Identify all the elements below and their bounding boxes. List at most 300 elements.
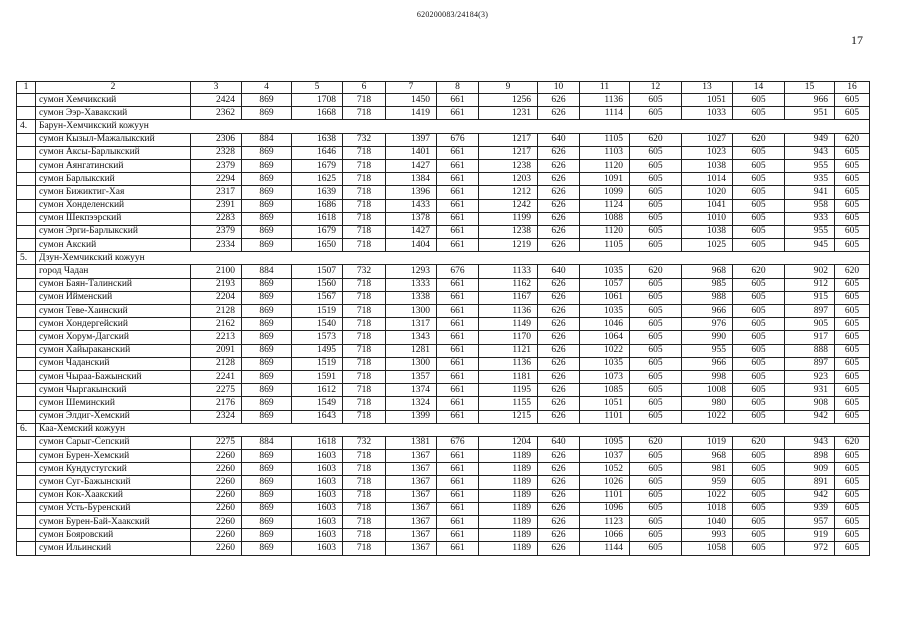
section-number: 4. bbox=[17, 120, 36, 133]
row-index-cell bbox=[17, 529, 36, 542]
value-cell: 718 bbox=[343, 370, 386, 383]
value-cell: 869 bbox=[242, 529, 292, 542]
value-cell: 626 bbox=[538, 159, 580, 172]
value-cell: 640 bbox=[538, 133, 580, 146]
value-cell: 1281 bbox=[386, 344, 437, 357]
table-row bbox=[17, 305, 870, 318]
value-cell: 605 bbox=[835, 146, 870, 159]
value-cell: 661 bbox=[437, 502, 479, 515]
value-cell: 605 bbox=[733, 173, 785, 186]
value-cell: 2260 bbox=[191, 463, 242, 476]
value-cell: 626 bbox=[538, 370, 580, 383]
value-cell: 1367 bbox=[386, 502, 437, 515]
municipality-name: город Чадан bbox=[36, 265, 191, 278]
value-cell: 605 bbox=[630, 357, 682, 370]
value-cell: 661 bbox=[437, 529, 479, 542]
value-cell: 912 bbox=[785, 278, 835, 291]
value-cell: 620 bbox=[835, 133, 870, 146]
page-number: 17 bbox=[851, 33, 863, 47]
value-cell: 1618 bbox=[292, 212, 343, 225]
value-cell: 1324 bbox=[386, 397, 437, 410]
value-cell: 1035 bbox=[580, 265, 630, 278]
value-cell: 626 bbox=[538, 186, 580, 199]
value-cell: 905 bbox=[785, 318, 835, 331]
value-cell: 955 bbox=[785, 225, 835, 238]
value-cell: 605 bbox=[733, 542, 785, 555]
value-cell: 1367 bbox=[386, 489, 437, 502]
value-cell: 718 bbox=[343, 305, 386, 318]
value-cell: 1091 bbox=[580, 173, 630, 186]
value-cell: 661 bbox=[437, 542, 479, 555]
value-cell: 605 bbox=[733, 502, 785, 515]
header-cell: 11 bbox=[580, 82, 630, 94]
value-cell: 1023 bbox=[682, 146, 733, 159]
value-cell: 605 bbox=[733, 357, 785, 370]
value-cell: 718 bbox=[343, 318, 386, 331]
value-cell: 990 bbox=[682, 331, 733, 344]
table-row bbox=[17, 463, 870, 476]
row-index-cell bbox=[17, 146, 36, 159]
value-cell: 1618 bbox=[292, 436, 343, 449]
table-row bbox=[17, 344, 870, 357]
value-cell: 605 bbox=[733, 344, 785, 357]
value-cell: 626 bbox=[538, 291, 580, 304]
value-cell: 605 bbox=[835, 318, 870, 331]
value-cell: 605 bbox=[733, 94, 785, 107]
row-index-cell bbox=[17, 173, 36, 186]
value-cell: 2241 bbox=[191, 370, 242, 383]
value-cell: 1495 bbox=[292, 344, 343, 357]
value-cell: 1136 bbox=[479, 357, 538, 370]
table-row bbox=[17, 265, 870, 278]
value-cell: 605 bbox=[733, 529, 785, 542]
value-cell: 626 bbox=[538, 212, 580, 225]
value-cell: 2391 bbox=[191, 199, 242, 212]
value-cell: 1357 bbox=[386, 370, 437, 383]
table-row bbox=[17, 476, 870, 489]
row-index-cell bbox=[17, 436, 36, 449]
value-cell: 718 bbox=[343, 529, 386, 542]
value-cell: 661 bbox=[437, 344, 479, 357]
value-cell: 2260 bbox=[191, 529, 242, 542]
value-cell: 1639 bbox=[292, 186, 343, 199]
value-cell: 1433 bbox=[386, 199, 437, 212]
value-cell: 931 bbox=[785, 384, 835, 397]
value-cell: 605 bbox=[733, 159, 785, 172]
value-cell: 661 bbox=[437, 199, 479, 212]
value-cell: 942 bbox=[785, 410, 835, 423]
value-cell: 949 bbox=[785, 133, 835, 146]
table-row bbox=[17, 225, 870, 238]
value-cell: 957 bbox=[785, 516, 835, 529]
value-cell: 1008 bbox=[682, 384, 733, 397]
value-cell: 718 bbox=[343, 225, 386, 238]
value-cell: 676 bbox=[437, 133, 479, 146]
value-cell: 939 bbox=[785, 502, 835, 515]
value-cell: 1105 bbox=[580, 133, 630, 146]
value-cell: 1120 bbox=[580, 159, 630, 172]
value-cell: 661 bbox=[437, 476, 479, 489]
value-cell: 1212 bbox=[479, 186, 538, 199]
value-cell: 909 bbox=[785, 463, 835, 476]
value-cell: 2091 bbox=[191, 344, 242, 357]
value-cell: 605 bbox=[630, 107, 682, 120]
value-cell: 1396 bbox=[386, 186, 437, 199]
value-cell: 1061 bbox=[580, 291, 630, 304]
value-cell: 1037 bbox=[580, 450, 630, 463]
municipality-name: сумон Шекпээрский bbox=[36, 212, 191, 225]
value-cell: 661 bbox=[437, 186, 479, 199]
value-cell: 1549 bbox=[292, 397, 343, 410]
municipality-name: сумон Хондергейский bbox=[36, 318, 191, 331]
municipality-name: сумон Аксы-Барлыкский bbox=[36, 146, 191, 159]
municipality-name: сумон Кундустугский bbox=[36, 463, 191, 476]
value-cell: 1238 bbox=[479, 225, 538, 238]
table-row bbox=[17, 291, 870, 304]
value-cell: 718 bbox=[343, 331, 386, 344]
value-cell: 942 bbox=[785, 489, 835, 502]
value-cell: 718 bbox=[343, 199, 386, 212]
value-cell: 869 bbox=[242, 291, 292, 304]
value-cell: 1404 bbox=[386, 239, 437, 252]
value-cell: 661 bbox=[437, 212, 479, 225]
municipality-name: сумон Суг-Бажынский bbox=[36, 476, 191, 489]
value-cell: 661 bbox=[437, 291, 479, 304]
value-cell: 661 bbox=[437, 159, 479, 172]
value-cell: 1317 bbox=[386, 318, 437, 331]
value-cell: 605 bbox=[835, 278, 870, 291]
value-cell: 959 bbox=[682, 476, 733, 489]
value-cell: 718 bbox=[343, 463, 386, 476]
value-cell: 676 bbox=[437, 436, 479, 449]
header-cell: 2 bbox=[36, 82, 191, 94]
value-cell: 661 bbox=[437, 331, 479, 344]
value-cell: 605 bbox=[733, 476, 785, 489]
value-cell: 968 bbox=[682, 450, 733, 463]
header-cell: 1 bbox=[17, 82, 36, 94]
value-cell: 605 bbox=[835, 516, 870, 529]
value-cell: 1051 bbox=[580, 397, 630, 410]
row-index-cell bbox=[17, 318, 36, 331]
municipality-name: сумон Ийменский bbox=[36, 291, 191, 304]
value-cell: 869 bbox=[242, 489, 292, 502]
value-cell: 626 bbox=[538, 542, 580, 555]
value-cell: 869 bbox=[242, 199, 292, 212]
data-table bbox=[16, 81, 870, 556]
value-cell: 626 bbox=[538, 331, 580, 344]
value-cell: 884 bbox=[242, 133, 292, 146]
table-row bbox=[17, 94, 870, 107]
value-cell: 626 bbox=[538, 463, 580, 476]
value-cell: 1136 bbox=[479, 305, 538, 318]
value-cell: 1123 bbox=[580, 516, 630, 529]
value-cell: 2193 bbox=[191, 278, 242, 291]
header-cell: 16 bbox=[835, 82, 870, 94]
value-cell: 1101 bbox=[580, 410, 630, 423]
row-index-cell bbox=[17, 186, 36, 199]
value-cell: 640 bbox=[538, 436, 580, 449]
value-cell: 661 bbox=[437, 357, 479, 370]
value-cell: 869 bbox=[242, 357, 292, 370]
value-cell: 605 bbox=[630, 186, 682, 199]
municipality-name: сумон Хорум-Дагский bbox=[36, 331, 191, 344]
value-cell: 718 bbox=[343, 397, 386, 410]
value-cell: 626 bbox=[538, 239, 580, 252]
value-cell: 626 bbox=[538, 344, 580, 357]
value-cell: 605 bbox=[630, 239, 682, 252]
value-cell: 605 bbox=[835, 291, 870, 304]
value-cell: 1038 bbox=[682, 159, 733, 172]
value-cell: 605 bbox=[630, 410, 682, 423]
value-cell: 1603 bbox=[292, 502, 343, 515]
value-cell: 1708 bbox=[292, 94, 343, 107]
value-cell: 985 bbox=[682, 278, 733, 291]
value-cell: 968 bbox=[682, 265, 733, 278]
value-cell: 732 bbox=[343, 133, 386, 146]
value-cell: 661 bbox=[437, 516, 479, 529]
value-cell: 605 bbox=[630, 344, 682, 357]
value-cell: 1679 bbox=[292, 225, 343, 238]
value-cell: 661 bbox=[437, 397, 479, 410]
value-cell: 661 bbox=[437, 370, 479, 383]
value-cell: 605 bbox=[630, 199, 682, 212]
value-cell: 998 bbox=[682, 370, 733, 383]
value-cell: 1167 bbox=[479, 291, 538, 304]
value-cell: 2176 bbox=[191, 397, 242, 410]
value-cell: 626 bbox=[538, 305, 580, 318]
value-cell: 869 bbox=[242, 463, 292, 476]
row-index-cell bbox=[17, 516, 36, 529]
section-row bbox=[17, 252, 870, 265]
value-cell: 869 bbox=[242, 107, 292, 120]
value-cell: 605 bbox=[835, 502, 870, 515]
table-row bbox=[17, 173, 870, 186]
municipality-name: сумон Шеминский bbox=[36, 397, 191, 410]
value-cell: 955 bbox=[785, 159, 835, 172]
value-cell: 605 bbox=[733, 146, 785, 159]
value-cell: 1014 bbox=[682, 173, 733, 186]
value-cell: 718 bbox=[343, 278, 386, 291]
row-index-cell bbox=[17, 370, 36, 383]
row-index-cell bbox=[17, 239, 36, 252]
value-cell: 1189 bbox=[479, 450, 538, 463]
row-index-cell bbox=[17, 357, 36, 370]
value-cell: 661 bbox=[437, 463, 479, 476]
header-cell: 12 bbox=[630, 82, 682, 94]
municipality-name: сумон Бояровский bbox=[36, 529, 191, 542]
header-cell: 8 bbox=[437, 82, 479, 94]
table-row bbox=[17, 159, 870, 172]
value-cell: 605 bbox=[835, 331, 870, 344]
header-cell: 5 bbox=[292, 82, 343, 94]
table-body bbox=[17, 82, 870, 556]
value-cell: 2324 bbox=[191, 410, 242, 423]
value-cell: 605 bbox=[835, 159, 870, 172]
table-row bbox=[17, 278, 870, 291]
value-cell: 1144 bbox=[580, 542, 630, 555]
municipality-name: сумон Кызыл-Мажалыкский bbox=[36, 133, 191, 146]
value-cell: 718 bbox=[343, 450, 386, 463]
value-cell: 1019 bbox=[682, 436, 733, 449]
header-cell: 9 bbox=[479, 82, 538, 94]
municipality-name: сумон Чыраа-Бажынский bbox=[36, 370, 191, 383]
value-cell: 605 bbox=[835, 344, 870, 357]
value-cell: 1103 bbox=[580, 146, 630, 159]
value-cell: 1189 bbox=[479, 516, 538, 529]
value-cell: 2204 bbox=[191, 291, 242, 304]
value-cell: 605 bbox=[733, 318, 785, 331]
value-cell: 661 bbox=[437, 173, 479, 186]
value-cell: 1088 bbox=[580, 212, 630, 225]
value-cell: 1035 bbox=[580, 305, 630, 318]
row-index-cell bbox=[17, 94, 36, 107]
value-cell: 869 bbox=[242, 397, 292, 410]
municipality-name: сумон Элдиг-Хемский bbox=[36, 410, 191, 423]
value-cell: 908 bbox=[785, 397, 835, 410]
value-cell: 1195 bbox=[479, 384, 538, 397]
value-cell: 605 bbox=[733, 199, 785, 212]
value-cell: 1399 bbox=[386, 410, 437, 423]
header-cell: 6 bbox=[343, 82, 386, 94]
value-cell: 2334 bbox=[191, 239, 242, 252]
value-cell: 1293 bbox=[386, 265, 437, 278]
value-cell: 661 bbox=[437, 225, 479, 238]
value-cell: 1010 bbox=[682, 212, 733, 225]
value-cell: 605 bbox=[835, 397, 870, 410]
value-cell: 626 bbox=[538, 450, 580, 463]
value-cell: 869 bbox=[242, 410, 292, 423]
value-cell: 605 bbox=[630, 463, 682, 476]
value-cell: 605 bbox=[630, 291, 682, 304]
value-cell: 626 bbox=[538, 489, 580, 502]
value-cell: 620 bbox=[733, 133, 785, 146]
row-index-cell bbox=[17, 476, 36, 489]
municipality-name: сумон Чыргакынский bbox=[36, 384, 191, 397]
value-cell: 2260 bbox=[191, 542, 242, 555]
value-cell: 1073 bbox=[580, 370, 630, 383]
section-row bbox=[17, 423, 870, 436]
value-cell: 605 bbox=[630, 331, 682, 344]
value-cell: 1136 bbox=[580, 94, 630, 107]
value-cell: 945 bbox=[785, 239, 835, 252]
value-cell: 732 bbox=[343, 265, 386, 278]
value-cell: 1189 bbox=[479, 542, 538, 555]
row-index-cell bbox=[17, 344, 36, 357]
table-row bbox=[17, 239, 870, 252]
row-index-cell bbox=[17, 159, 36, 172]
value-cell: 1020 bbox=[682, 186, 733, 199]
value-cell: 1189 bbox=[479, 489, 538, 502]
value-cell: 605 bbox=[733, 450, 785, 463]
row-index-cell bbox=[17, 133, 36, 146]
value-cell: 605 bbox=[630, 305, 682, 318]
value-cell: 1300 bbox=[386, 357, 437, 370]
value-cell: 1018 bbox=[682, 502, 733, 515]
value-cell: 993 bbox=[682, 529, 733, 542]
value-cell: 605 bbox=[630, 278, 682, 291]
value-cell: 1051 bbox=[682, 94, 733, 107]
value-cell: 1646 bbox=[292, 146, 343, 159]
header-row bbox=[17, 82, 870, 94]
value-cell: 2306 bbox=[191, 133, 242, 146]
row-index-cell bbox=[17, 291, 36, 304]
value-cell: 1038 bbox=[682, 225, 733, 238]
value-cell: 869 bbox=[242, 344, 292, 357]
value-cell: 869 bbox=[242, 212, 292, 225]
value-cell: 605 bbox=[835, 529, 870, 542]
value-cell: 917 bbox=[785, 331, 835, 344]
row-index-cell bbox=[17, 199, 36, 212]
value-cell: 1204 bbox=[479, 436, 538, 449]
header-cell: 15 bbox=[785, 82, 835, 94]
value-cell: 2317 bbox=[191, 186, 242, 199]
value-cell: 958 bbox=[785, 199, 835, 212]
value-cell: 626 bbox=[538, 397, 580, 410]
header-cell: 4 bbox=[242, 82, 292, 94]
value-cell: 1041 bbox=[682, 199, 733, 212]
value-cell: 884 bbox=[242, 265, 292, 278]
value-cell: 2260 bbox=[191, 502, 242, 515]
value-cell: 1025 bbox=[682, 239, 733, 252]
value-cell: 1419 bbox=[386, 107, 437, 120]
value-cell: 605 bbox=[733, 463, 785, 476]
value-cell: 626 bbox=[538, 225, 580, 238]
value-cell: 1181 bbox=[479, 370, 538, 383]
value-cell: 661 bbox=[437, 318, 479, 331]
value-cell: 2260 bbox=[191, 476, 242, 489]
value-cell: 626 bbox=[538, 529, 580, 542]
table-row bbox=[17, 502, 870, 515]
value-cell: 869 bbox=[242, 331, 292, 344]
value-cell: 732 bbox=[343, 436, 386, 449]
value-cell: 718 bbox=[343, 384, 386, 397]
value-cell: 2275 bbox=[191, 436, 242, 449]
value-cell: 2379 bbox=[191, 225, 242, 238]
value-cell: 1101 bbox=[580, 489, 630, 502]
value-cell: 661 bbox=[437, 384, 479, 397]
value-cell: 661 bbox=[437, 410, 479, 423]
municipality-name: сумон Теве-Хаинский bbox=[36, 305, 191, 318]
value-cell: 966 bbox=[785, 94, 835, 107]
value-cell: 1022 bbox=[682, 489, 733, 502]
value-cell: 1046 bbox=[580, 318, 630, 331]
value-cell: 1022 bbox=[682, 410, 733, 423]
row-index-cell bbox=[17, 502, 36, 515]
value-cell: 966 bbox=[682, 305, 733, 318]
value-cell: 605 bbox=[630, 502, 682, 515]
value-cell: 955 bbox=[682, 344, 733, 357]
value-cell: 943 bbox=[785, 146, 835, 159]
value-cell: 981 bbox=[682, 463, 733, 476]
row-index-cell bbox=[17, 107, 36, 120]
row-index-cell bbox=[17, 225, 36, 238]
value-cell: 1686 bbox=[292, 199, 343, 212]
value-cell: 1384 bbox=[386, 173, 437, 186]
value-cell: 923 bbox=[785, 370, 835, 383]
value-cell: 605 bbox=[630, 318, 682, 331]
value-cell: 1189 bbox=[479, 529, 538, 542]
municipality-name: сумон Сарыг-Сепский bbox=[36, 436, 191, 449]
table-row bbox=[17, 489, 870, 502]
value-cell: 2162 bbox=[191, 318, 242, 331]
value-cell: 718 bbox=[343, 146, 386, 159]
value-cell: 898 bbox=[785, 450, 835, 463]
value-cell: 1338 bbox=[386, 291, 437, 304]
value-cell: 605 bbox=[630, 384, 682, 397]
value-cell: 869 bbox=[242, 305, 292, 318]
value-cell: 935 bbox=[785, 173, 835, 186]
header-cell: 10 bbox=[538, 82, 580, 94]
